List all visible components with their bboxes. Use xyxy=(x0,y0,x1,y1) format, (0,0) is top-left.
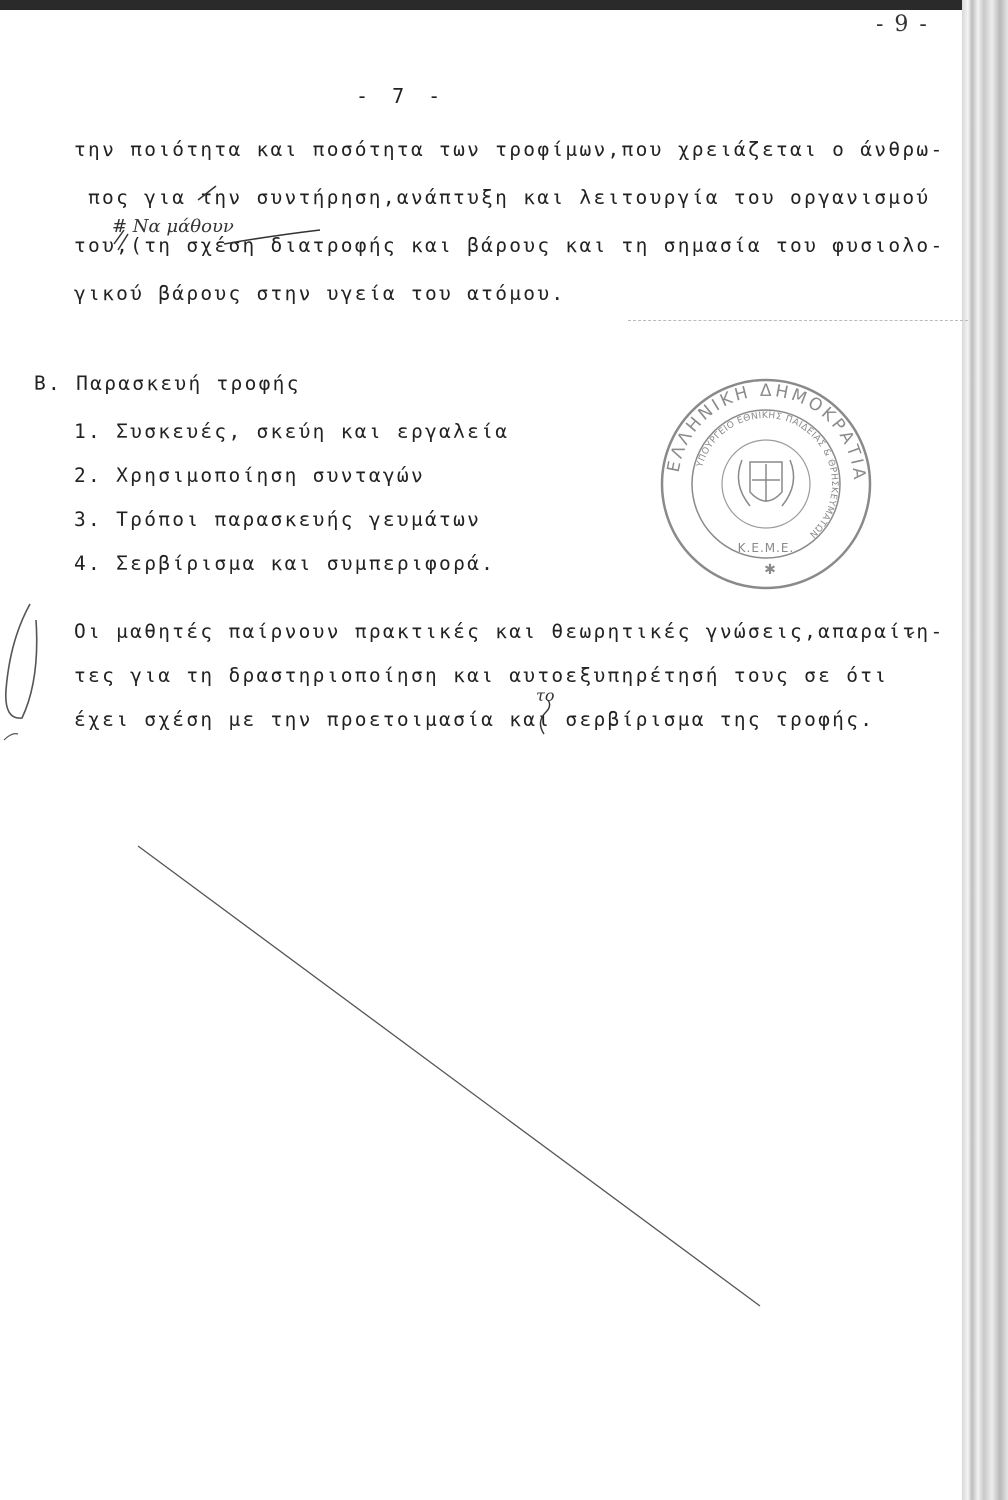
paragraph1-line-2: πος για την συντήρηση,ανάπτυξη και λειτουργία του οργανισμού xyxy=(88,186,931,209)
stamp-star-icon: ✱ xyxy=(764,562,776,578)
paragraph2-line-1: Οι μαθητές παίρνουν πρακτικές και θεωρητικές γνώσεις,απαραίτη- xyxy=(74,620,945,643)
paragraph2-line-3: έχει σχέση με την προετοιμασία και σερβίρισμα της τροφής. xyxy=(74,708,875,731)
paragraph1-line-1: την ποιότητα και ποσότητα των τροφίμων,που χρειάζεται ο άνθρω- xyxy=(74,138,945,161)
section-b-heading: Β. Παρασκευή τροφής xyxy=(34,372,301,395)
margin-bracket-mark xyxy=(0,600,40,750)
handwritten-insert-to: το xyxy=(536,686,555,705)
diagonal-cancel-line xyxy=(138,846,760,1306)
paragraph1-line-3: του,(τη σχέση διατροφής και βάρους και τη σημασία του φυσιολο- xyxy=(74,234,945,257)
stamp-outer-text: ΕΛΛΗΝΙΚΗ ΔΗΜΟΚΡΑΤΙΑ xyxy=(663,380,870,484)
section-b-item-3: 3. Τρόποι παρασκευής γευμάτων xyxy=(74,508,482,531)
official-stamp xyxy=(658,376,874,592)
faint-rule xyxy=(628,320,968,321)
stamp-bottom-text: Κ.Ε.Μ.Ε. xyxy=(737,541,795,555)
paragraph1-line-4: γικού βάρους στην υγεία του ατόμου. xyxy=(74,282,566,305)
sheet-number: - 9 - xyxy=(876,12,929,37)
scan-top-border xyxy=(0,0,1008,10)
paragraph2-line-2: τες για τη δραστηριοποίηση και αυτοεξυπηρέτησή τους σε ότι xyxy=(74,664,889,687)
section-b-item-4: 4. Σερβίρισμα και συμπεριφορά. xyxy=(74,552,496,575)
page-stack-edge xyxy=(962,0,1008,1500)
section-b-item-1: 1. Συσκευές, σκεύη και εργαλεία xyxy=(74,420,510,443)
coat-of-arms-icon xyxy=(738,460,793,506)
section-b-item-2: 2. Χρησιμοποίηση συνταγών xyxy=(74,464,425,487)
stamp-inner-text: ΥΠΟΥΡΓΕΙΟ ΕΘΝΙΚΗΣ ΠΑΙΔΕΙΑΣ & ΘΡΗΣΚΕΥΜΑΤΩΝ xyxy=(695,410,840,540)
handwritten-insert-na-mathoun: # Να μάθουν xyxy=(112,216,234,237)
page-number: - 7 - xyxy=(356,84,447,108)
